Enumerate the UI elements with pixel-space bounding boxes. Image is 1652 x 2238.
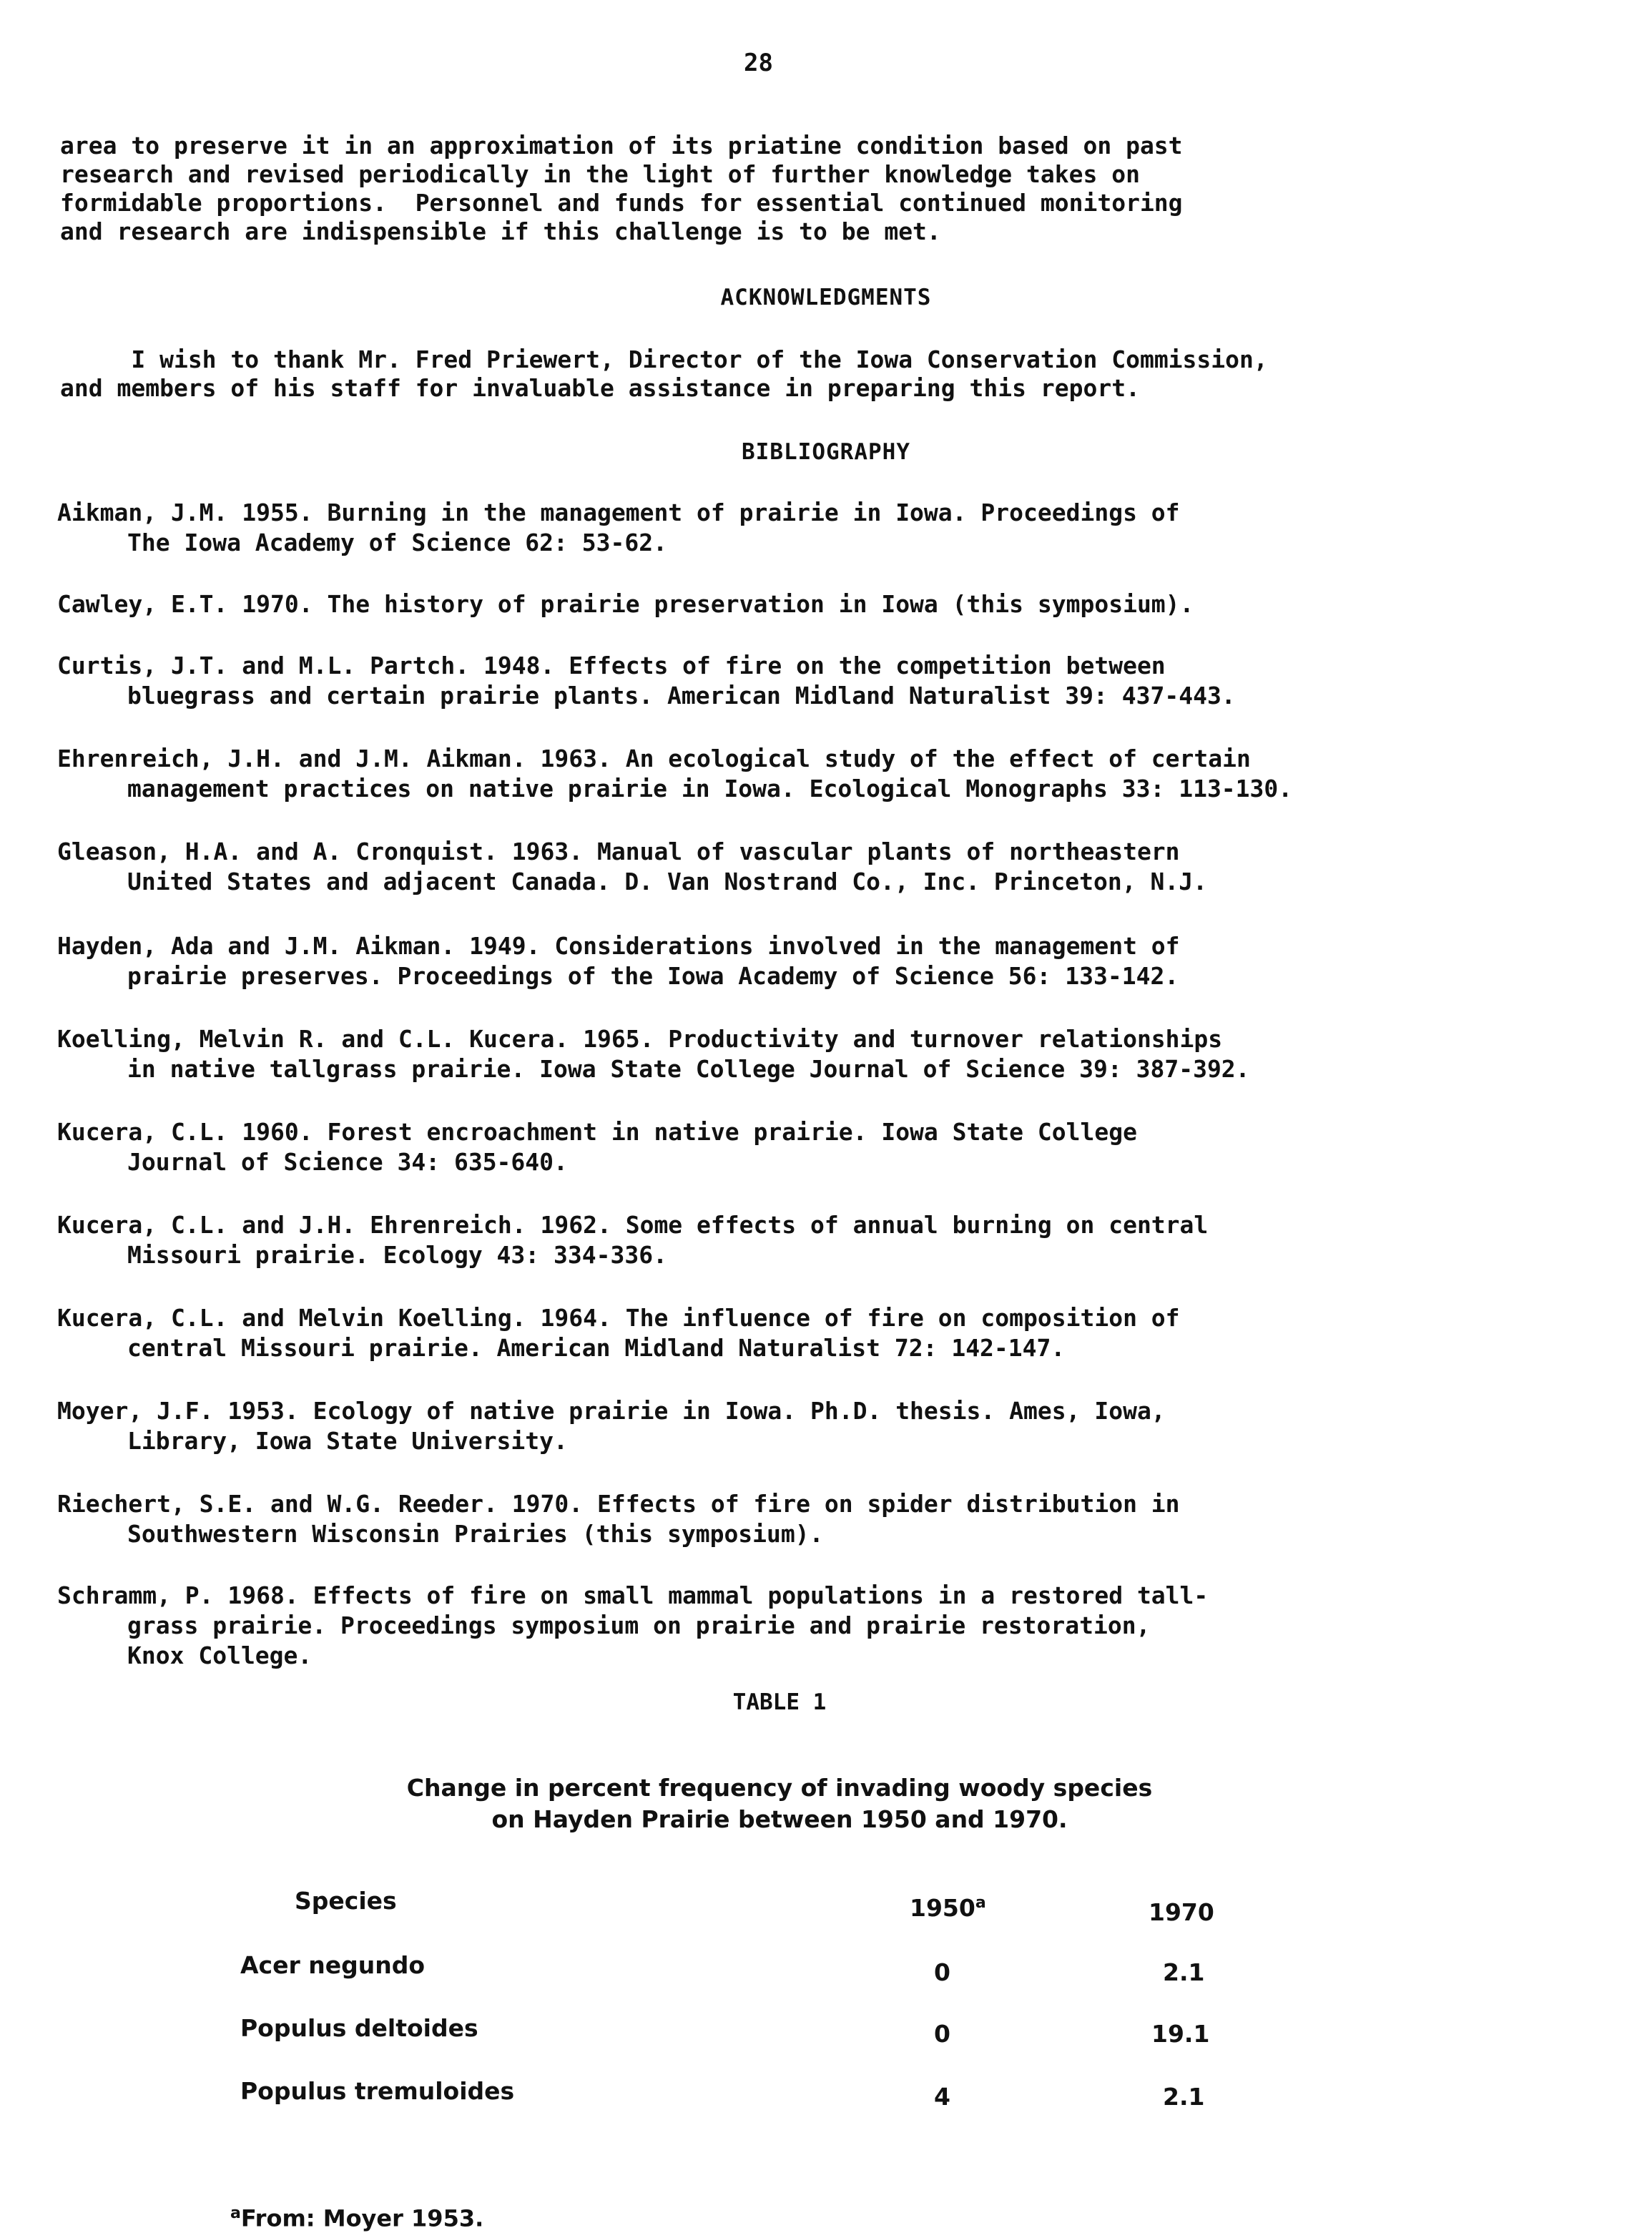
entry-line-2: central Missouri prairie. American Midland Naturalist 72: 142-147. [127,1334,1066,1362]
page-number: 28 [744,49,773,77]
entry-line-1: Ehrenreich, J.H. and J.M. Aikman. 1963. An ecological study of the effect of certain [57,745,1251,772]
column-header-1950: 1950$^a$ [910,1894,986,1922]
bibliography-entry [57,1303,1616,1363]
entry-line-1: Moyer, J.F. 1953. Ecology of native prairie in Iowa. Ph.D. thesis. Ames, Iowa, [57,1397,1166,1425]
entry-line-2: Journal of Science 34: 635-640. [127,1148,568,1176]
bibliography-entry [57,498,1616,558]
table-row-species: Acer negundo [240,1951,426,1979]
entry-line-2: Library, Iowa State University. [127,1427,568,1455]
bibliography-heading: BIBLIOGRAPHY [742,439,910,465]
bibliography-entry [57,1210,1616,1270]
column-header-1970: 1970 [1149,1898,1214,1926]
bibliography-entry [57,1024,1616,1084]
table-row-1970: 2.1 [1163,2083,1205,2111]
table-row-species: Populus tremuloides [240,2077,515,2105]
bibliography-entry [57,1396,1616,1456]
entry-line-2: grass prairie. Proceedings symposium on prairie and prairie restoration, [127,1611,1151,1639]
entry-line-2: The Iowa Academy of Science 62: 53-62. [127,529,667,556]
table-caption-line-2: on Hayden Prairie between 1950 and 1970. [491,1805,1068,1833]
entry-line-2: Southwestern Wisconsin Prairies (this symposium). [127,1520,824,1548]
entry-line-2: prairie preserves. Proceedings of the Iowa Academy of Science 56: 133-142. [127,962,1179,990]
entry-line-2: management practices on native prairie in Iowa. Ecological Monographs 33: 113-130. [127,775,1293,803]
table-caption [0,1772,1559,1835]
acknowledgments-text: I wish to thank Mr. Fred Priewert, Director of the Iowa Conservation Commission, and members of his staff for invaluable assistance in preparing this report. [60,345,1268,402]
acknowledgments-heading: ACKNOWLEDGMENTS [720,285,932,310]
entry-line-1: Hayden, Ada and J.M. Aikman. 1949. Considerations involved in the management of [57,932,1180,960]
entry-line-1: Kucera, C.L. 1960. Forest encroachment in native prairie. Iowa State College [57,1118,1137,1146]
table-row-species: Populus deltoides [240,2014,478,2042]
entry-line-1: Kucera, C.L. and Melvin Koelling. 1964. The influence of fire on composition of [57,1304,1180,1332]
entry-line-2: United States and adjacent Canada. D. Van Nostrand Co., Inc. Princeton, N.J. [127,868,1207,895]
entry-line-1: Aikman, J.M. 1955. Burning in the management of prairie in Iowa. Proceedings of [57,499,1180,526]
bibliography-entry [57,931,1616,991]
entry-line-1: Schramm, P. 1968. Effects of fire on small mammal populations in a restored tall- [57,1581,1209,1609]
entry-line-2: in native tallgrass prairie. Iowa State College Journal of Science 39: 387-392. [127,1055,1250,1083]
bibliography-entry [57,837,1616,897]
table-title: TABLE 1 [732,1689,827,1715]
entry-line-2: bluegrass and certain prairie plants. American Midland Naturalist 39: 437-443. [127,682,1236,710]
bibliography-entry [57,1581,1616,1671]
entry-line-1: Koelling, Melvin R. and C.L. Kucera. 1965. Productivity and turnover relationships [57,1025,1223,1053]
table-row-1950: 4 [934,2083,950,2111]
entry-line-3: Knox College. [127,1641,313,1669]
bibliography-entry [57,1489,1616,1549]
entry-line-1: Curtis, J.T. and M.L. Partch. 1948. Effects of fire on the competition between [57,652,1166,679]
table-row-1970: 2.1 [1163,1958,1205,1986]
table-row-1970: 19.1 [1151,2020,1210,2048]
bibliography-entry [57,744,1616,804]
bibliography-entry [57,651,1616,711]
entry-line-1: Gleason, H.A. and A. Cronquist. 1963. Manual of vascular plants of northeastern [57,838,1180,865]
bibliography-entry [57,1117,1616,1177]
paragraph-closing: area to preserve it in an approximation of its priatine condition based on past research and revised periodically in the light of further knowledge takes on formidable proportions. Personnel and funds for essential continued monitoring and research are indispensible if this challenge is to be met. [60,132,1183,245]
entry-line-1: Riechert, S.E. and W.G. Reeder. 1970. Effects of fire on spider distribution in [57,1490,1180,1518]
table-row-1950: 0 [934,2020,950,2048]
entry-line-2: Missouri prairie. Ecology 43: 334-336. [127,1241,667,1269]
bibliography-entry [57,589,1616,619]
entry-line-1: Cawley, E.T. 1970. The history of prairie preservation in Iowa (this symposium). [57,590,1194,618]
column-header-species: Species [295,1887,397,1915]
entry-line-1: Kucera, C.L. and J.H. Ehrenreich. 1962. Some effects of annual burning on central [57,1211,1209,1239]
table-row-1950: 0 [934,1958,950,1986]
table-footnote: $^a$From: Moyer 1953. [230,2204,484,2232]
table-caption-line-1: Change in percent frequency of invading woody species [406,1774,1153,1802]
